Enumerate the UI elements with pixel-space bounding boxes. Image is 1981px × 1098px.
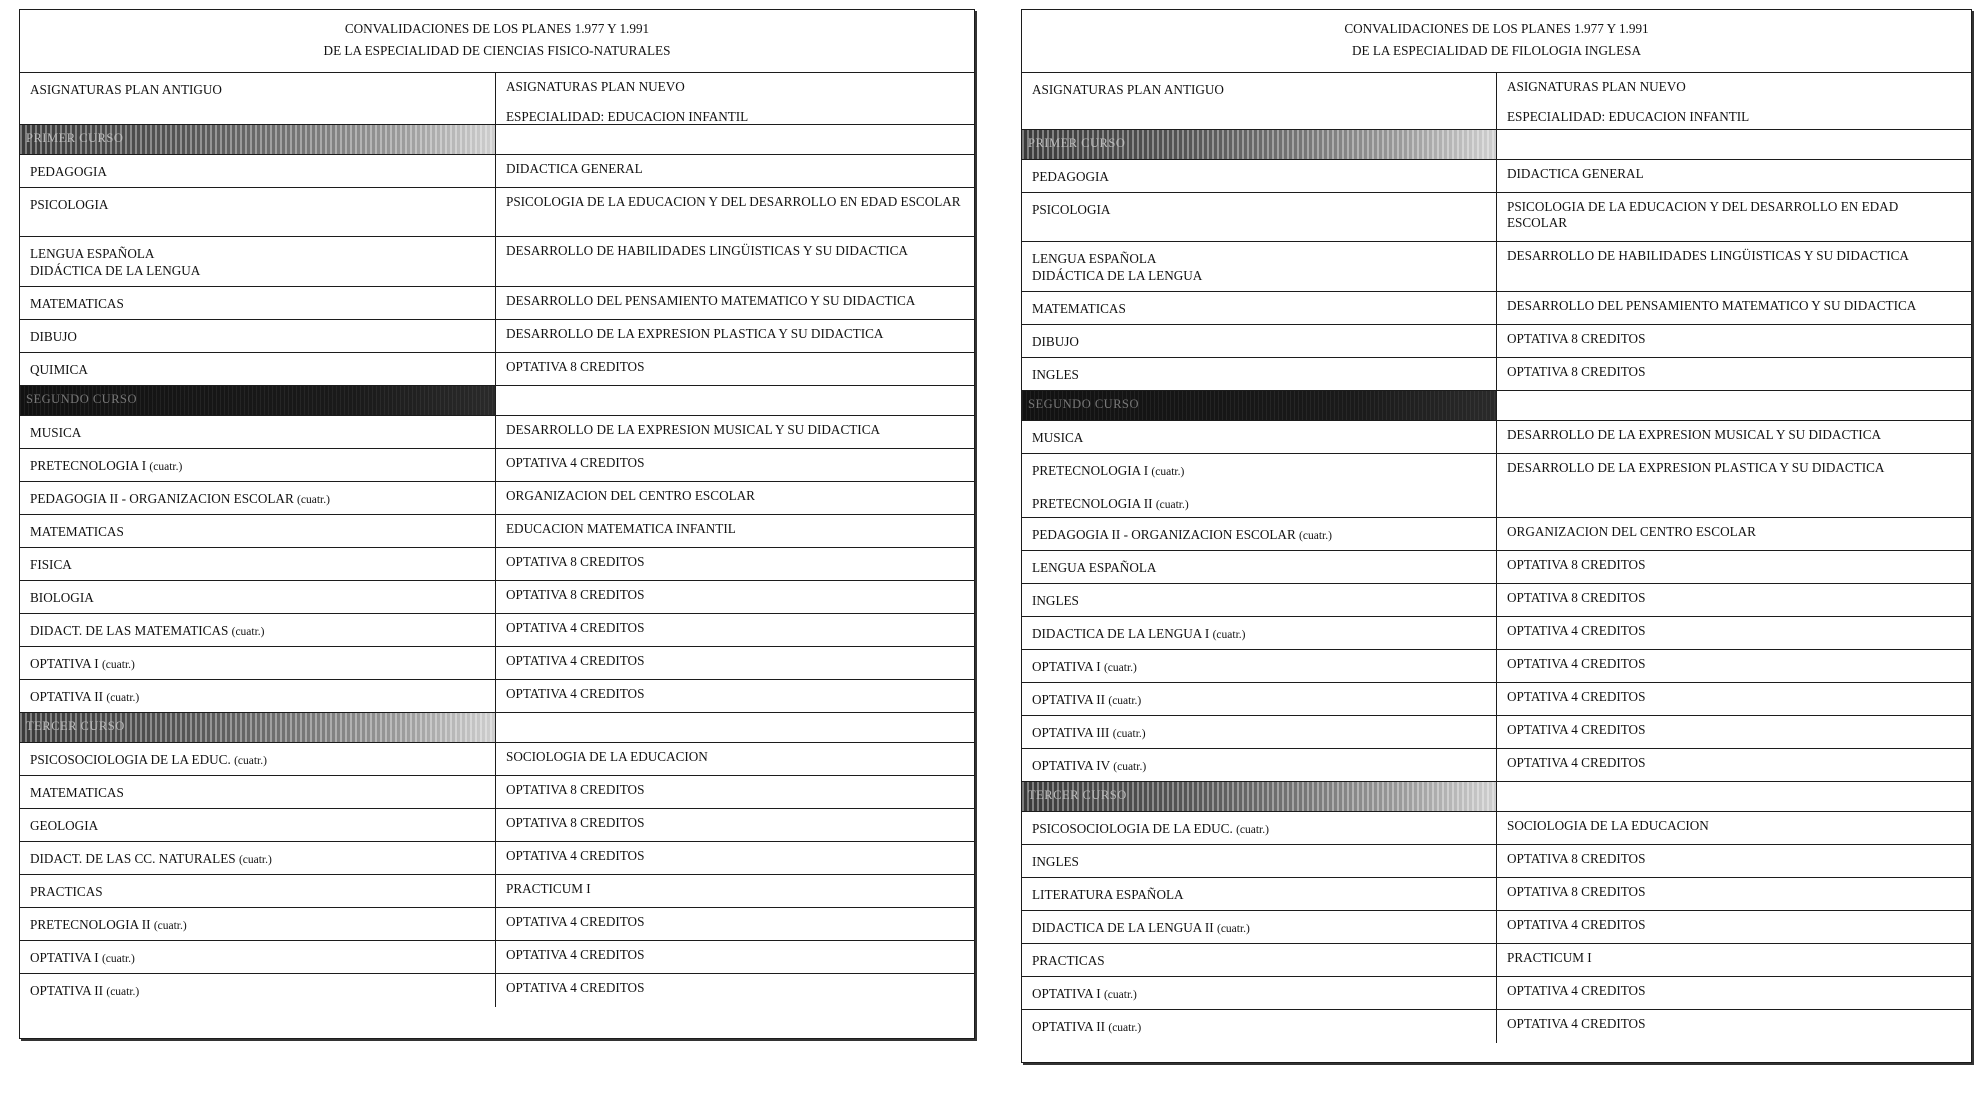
table-row [20,515,974,548]
old-subject-name: PEDAGOGIA [30,164,107,179]
old-subject [1032,691,1486,710]
new-subject: DESARROLLO DE HABILIDADES LINGÜISTICAS Y SU DIDACTICA [506,243,908,258]
new-subject: DESARROLLO DEL PENSAMIENTO MATEMATICO Y SU DIDACTICA [1507,298,1917,313]
old-subject-name: FISICA [30,557,72,572]
old-subject [30,523,485,540]
section-empty-cell [1497,130,1971,159]
table-row [20,842,974,875]
old-subject-cell [1022,617,1497,649]
old-subject [1032,168,1486,185]
table-row [1022,454,1971,518]
new-subject: PSICOLOGIA DE LA EDUCACION Y DEL DESARROLLO EN EDAD ESCOLAR [1507,199,1899,230]
old-subject-name: LENGUA ESPAÑOLA [1032,560,1157,575]
new-subject: OPTATIVA 8 CREDITOS [506,359,645,374]
cuatr-note: (cuatr.) [297,494,330,506]
table-body [20,125,974,1007]
table-row [20,809,974,842]
old-subject-cell [20,974,496,1007]
old-subject [30,163,485,180]
old-subject-cell [20,647,496,679]
old-subject-cell [20,809,496,841]
old-subject [1032,658,1486,677]
table-row [1022,518,1971,551]
cuatr-note: (cuatr.) [1108,1022,1142,1034]
new-subject: DESARROLLO DE LA EXPRESION PLASTICA Y SU DIDACTICA [1507,460,1885,475]
table-row [1022,242,1971,292]
old-subject-name: PSICOLOGIA [30,197,109,212]
old-subject-cell [1022,358,1497,390]
old-subject-cell [20,287,496,319]
old-subject-cell [1022,845,1497,877]
col-header-old: ASIGNATURAS PLAN ANTIGUO [20,73,496,124]
old-subject-cell [20,776,496,808]
old-subject [30,784,485,801]
table-row [20,320,974,353]
new-subject: SOCIOLOGIA DE LA EDUCACION [1507,818,1709,833]
old-subject [1032,952,1486,969]
old-subject-name: INGLES [1032,593,1079,608]
col-header-new-title: ASIGNATURAS PLAN NUEVO [1507,79,1686,94]
old-subject-cell [1022,518,1497,550]
new-subject: OPTATIVA 8 CREDITOS [506,587,645,602]
old-subject-cell [1022,584,1497,616]
table-row [1022,650,1971,683]
old-subject [30,196,485,213]
table-row [1022,812,1971,845]
old-subject-cell [20,941,496,973]
new-subject: OPTATIVA 4 CREDITOS [1507,656,1646,671]
old-subject [1032,886,1486,903]
old-subject-name-2: DIDÁCTICA DE LA LENGUA [30,263,201,278]
new-subject: OPTATIVA 4 CREDITOS [506,848,645,863]
section-empty-cell [1497,391,1971,420]
table-row [1022,716,1971,749]
old-subject-name: PRETECNOLOGIA II [30,917,151,932]
old-subject-name: MATEMATICAS [1032,301,1126,316]
table-row [20,941,974,974]
old-subject-cell [20,908,496,940]
cuatr-note: (cuatr.) [238,854,272,866]
old-subject-name: OPTATIVA I [30,656,99,671]
old-subject-cell [20,449,496,481]
cuatr-note: (cuatr.) [1299,530,1332,542]
old-subject [30,457,485,476]
section-header-row [20,713,974,743]
table-row [20,416,974,449]
old-subject [30,817,485,834]
old-subject [1032,592,1486,609]
cuatr-note: (cuatr.) [1103,989,1137,1001]
new-subject: OPTATIVA 8 CREDITOS [1507,590,1646,605]
table-row [20,974,974,1007]
new-subject: SOCIOLOGIA DE LA EDUCACION [506,749,708,764]
old-subject-name: QUIMICA [30,362,88,377]
table-row [20,776,974,809]
col-header-new [1497,73,1971,129]
old-subject-cell [20,581,496,613]
old-subject [1032,526,1486,545]
section-header-row [1022,782,1971,812]
old-subject [30,589,485,606]
old-subject-cell [20,353,496,385]
old-subject [1032,724,1486,743]
old-subject-cell [20,548,496,580]
old-subject [1032,985,1486,1004]
section-label: SEGUNDO CURSO [1022,391,1497,420]
old-subject-cell [1022,454,1497,517]
old-subject [30,622,485,641]
old-subject [30,328,485,345]
col-header-new-specialty: ESPECIALIDAD: EDUCACION INFANTIL [1507,109,1750,124]
new-subject: DIDACTICA GENERAL [506,161,643,176]
old-subject [30,982,485,1001]
table-row [20,875,974,908]
old-subject [30,655,485,674]
col-header-new-title: ASIGNATURAS PLAN NUEVO [506,79,685,94]
section-empty-cell [496,713,974,742]
table-title [20,10,974,73]
old-subject [30,916,485,935]
table-title [1022,10,1971,73]
table-row [1022,911,1971,944]
table-row [1022,683,1971,716]
old-subject-name: OPTATIVA I [30,950,99,965]
old-subject-name: PSICOSOCIOLOGIA DE LA EDUC. [1032,821,1233,836]
section-empty-cell [1497,782,1971,811]
old-subject-cell [20,155,496,187]
new-subject: OPTATIVA 4 CREDITOS [506,980,645,995]
table-row [1022,749,1971,782]
table-row [1022,845,1971,878]
new-subject: OPTATIVA 4 CREDITOS [1507,755,1646,770]
new-subject: OPTATIVA 4 CREDITOS [506,947,645,962]
table-row [20,237,974,287]
table-row [1022,878,1971,911]
old-subject-cell [1022,421,1497,453]
table-row [20,188,974,237]
col-header-old: ASIGNATURAS PLAN ANTIGUO [1022,73,1497,129]
new-subject: OPTATIVA 8 CREDITOS [1507,884,1646,899]
new-subject: DESARROLLO DE LA EXPRESION PLASTICA Y SU DIDACTICA [506,326,884,341]
new-subject: OPTATIVA 4 CREDITOS [506,914,645,929]
cuatr-note: (cuatr.) [101,659,135,671]
old-subject-cell [20,237,496,286]
new-subject: PRACTICUM I [506,881,591,896]
table-row [1022,617,1971,650]
old-subject-name: PRACTICAS [30,884,103,899]
old-subject-cell [1022,650,1497,682]
new-subject: OPTATIVA 4 CREDITOS [506,653,645,668]
old-subject-name: DIDACTICA DE LA LENGUA II [1032,920,1214,935]
old-subject-name: LENGUA ESPAÑOLA [30,246,155,261]
section-label: SEGUNDO CURSO [20,386,496,415]
old-subject-cell [1022,977,1497,1009]
table-row [1022,944,1971,977]
old-subject-cell [20,875,496,907]
old-subject [1032,820,1486,839]
section-header-row [20,125,974,155]
old-subject-name: GEOLOGIA [30,818,99,833]
old-subject-cell [1022,551,1497,583]
old-subject-name: MUSICA [1032,430,1084,445]
old-subject [1032,201,1486,218]
old-subject-name: OPTATIVA III [1032,725,1110,740]
cuatr-note: (cuatr.) [1113,761,1147,773]
title-line-1: CONVALIDACIONES DE LOS PLANES 1.977 Y 1.991 [344,21,650,36]
cuatr-note: (cuatr.) [101,953,135,965]
new-subject: PRACTICUM I [1507,950,1592,965]
old-subject-name: MATEMATICAS [30,785,124,800]
old-subject-name: OPTATIVA II [1032,1019,1106,1034]
new-subject: ORGANIZACION DEL CENTRO ESCOLAR [506,488,755,503]
new-subject: DIDACTICA GENERAL [1507,166,1644,181]
old-subject-cell [1022,812,1497,844]
new-subject: OPTATIVA 8 CREDITOS [1507,557,1646,572]
cuatr-note: (cuatr.) [149,461,183,473]
old-subject [30,556,485,573]
old-subject-name-2: DIDÁCTICA DE LA LENGUA [1032,268,1203,283]
old-subject-2 [1032,267,1486,284]
old-subject-name: LITERATURA ESPAÑOLA [1032,887,1184,902]
old-subject-cell [1022,749,1497,781]
old-subject-name: OPTATIVA II [30,983,104,998]
old-subject-cell [1022,716,1497,748]
table-row [20,353,974,386]
new-subject: DESARROLLO DE LA EXPRESION MUSICAL Y SU DIDACTICA [506,422,881,437]
old-subject-cell [1022,242,1497,291]
old-subject [1032,250,1486,267]
section-empty-cell [496,125,974,154]
old-subject-cell [20,515,496,547]
old-subject [1032,919,1486,938]
old-subject-name-2: PRETECNOLOGIA II [1032,496,1153,511]
table-row [1022,160,1971,193]
cuatr-note: (cuatr.) [1103,662,1137,674]
old-subject [1032,300,1486,317]
old-subject [30,688,485,707]
table-row [1022,584,1971,617]
old-subject [30,490,485,509]
old-subject [1032,1018,1486,1037]
table-row [20,614,974,647]
old-subject-cell [1022,911,1497,943]
new-subject: OPTATIVA 4 CREDITOS [506,455,645,470]
old-subject-name: OPTATIVA II [1032,692,1106,707]
cuatr-note: (cuatr.) [1151,466,1185,478]
cuatr-note: (cuatr.) [106,692,140,704]
cuatr-note: (cuatr.) [1216,923,1250,935]
table-row [1022,1010,1971,1043]
new-subject: OPTATIVA 4 CREDITOS [1507,689,1646,704]
old-subject-cell [20,416,496,448]
old-subject-cell [1022,944,1497,976]
old-subject [1032,853,1486,870]
title-line-2: DE LA ESPECIALIDAD DE CIENCIAS FISICO-NATURALES [323,43,671,58]
title-line-2: DE LA ESPECIALIDAD DE FILOLOGIA INGLESA [1351,43,1641,58]
cuatr-note: (cuatr.) [1212,629,1246,641]
old-subject-cell [20,680,496,712]
new-subject: OPTATIVA 8 CREDITOS [506,782,645,797]
new-subject: OPTATIVA 8 CREDITOS [1507,364,1646,379]
old-subject [1032,366,1486,383]
old-subject-name: MATEMATICAS [30,296,124,311]
old-subject [30,751,485,770]
old-subject-name: PRACTICAS [1032,953,1105,968]
old-subject-cell [1022,325,1497,357]
new-subject: OPTATIVA 4 CREDITOS [1507,722,1646,737]
old-subject-name: OPTATIVA I [1032,659,1101,674]
old-subject-name: PSICOLOGIA [1032,202,1111,217]
table-row [20,680,974,713]
column-header-row [20,73,974,125]
new-subject: OPTATIVA 4 CREDITOS [1507,917,1646,932]
old-subject [30,424,485,441]
new-subject: OPTATIVA 8 CREDITOS [1507,851,1646,866]
section-label: PRIMER CURSO [20,125,496,154]
col-header-new-specialty: ESPECIALIDAD: EDUCACION INFANTIL [506,109,749,124]
old-subject [1032,462,1486,481]
new-subject: PSICOLOGIA DE LA EDUCACION Y DEL DESARROLLO EN EDAD ESCOLAR [506,194,961,209]
cuatr-note: (cuatr.) [231,626,265,638]
new-subject: OPTATIVA 4 CREDITOS [506,620,645,635]
table-row [20,449,974,482]
new-subject: OPTATIVA 4 CREDITOS [1507,983,1646,998]
old-subject-name: MUSICA [30,425,82,440]
old-subject [1032,333,1486,350]
old-subject [30,850,485,869]
table-row [20,908,974,941]
old-subject-cell [20,482,496,514]
old-subject-cell [1022,878,1497,910]
old-subject-name: DIBUJO [1032,334,1079,349]
table-row [1022,358,1971,391]
table-row [1022,977,1971,1010]
col-header-new [496,73,974,124]
old-subject-name: PRETECNOLOGIA I [1032,463,1149,478]
old-subject-2 [30,262,485,279]
new-subject: OPTATIVA 4 CREDITOS [1507,1016,1646,1031]
old-subject-name: PEDAGOGIA [1032,169,1109,184]
old-subject-name: PEDAGOGIA II - ORGANIZACION ESCOLAR [1032,527,1296,542]
old-subject-cell [1022,160,1497,192]
convalidation-table-ciencias [19,9,975,1039]
table-row [20,647,974,680]
old-subject-name: BIOLOGIA [30,590,94,605]
old-subject [30,245,485,262]
old-subject [30,883,485,900]
section-empty-cell [496,386,974,415]
new-subject: OPTATIVA 8 CREDITOS [1507,331,1646,346]
old-subject [1032,757,1486,776]
cuatr-note: (cuatr.) [234,755,267,767]
old-subject-name: OPTATIVA IV [1032,758,1110,773]
section-header-row [1022,130,1971,160]
old-subject-name: INGLES [1032,367,1079,382]
old-subject-cell [20,188,496,236]
old-subject [1032,625,1486,644]
cuatr-note: (cuatr.) [1108,695,1142,707]
old-subject-cell [1022,292,1497,324]
new-subject: DESARROLLO DEL PENSAMIENTO MATEMATICO Y SU DIDACTICA [506,293,916,308]
table-row [1022,421,1971,454]
cuatr-note: (cuatr.) [153,920,187,932]
old-subject-cell [20,842,496,874]
new-subject: DESARROLLO DE LA EXPRESION MUSICAL Y SU DIDACTICA [1507,427,1882,442]
table-row [20,743,974,776]
table-row [1022,193,1971,242]
convalidation-table-filologia [1021,9,1972,1063]
table-row [20,581,974,614]
new-subject: OPTATIVA 8 CREDITOS [506,554,645,569]
old-subject-cell [1022,193,1497,241]
old-subject [1032,429,1486,446]
old-subject-name: PEDAGOGIA II - ORGANIZACION ESCOLAR [30,491,294,506]
table-row [20,482,974,515]
old-subject-cell [20,743,496,775]
section-header-row [20,386,974,416]
cuatr-note: (cuatr.) [1236,824,1269,836]
new-subject: OPTATIVA 4 CREDITOS [506,686,645,701]
old-subject-name: DIDACTICA DE LA LENGUA I [1032,626,1210,641]
title-line-1: CONVALIDACIONES DE LOS PLANES 1.977 Y 1.991 [1344,21,1649,36]
old-subject-name: PSICOSOCIOLOGIA DE LA EDUC. [30,752,231,767]
new-subject: DESARROLLO DE HABILIDADES LINGÜISTICAS Y SU DIDACTICA [1507,248,1909,263]
old-subject-name: DIDACT. DE LAS MATEMATICAS [30,623,229,638]
table-row [20,548,974,581]
old-subject-cell [1022,1010,1497,1043]
section-label: TERCER CURSO [1022,782,1497,811]
section-header-row [1022,391,1971,421]
old-subject-name: LENGUA ESPAÑOLA [1032,251,1157,266]
new-subject: EDUCACION MATEMATICA INFANTIL [506,521,736,536]
old-subject-2 [1032,495,1486,514]
old-subject [30,361,485,378]
table-body [1022,130,1971,1043]
table-row [1022,292,1971,325]
column-header-row [1022,73,1971,130]
old-subject-name: MATEMATICAS [30,524,124,539]
section-label: PRIMER CURSO [1022,130,1497,159]
new-subject: OPTATIVA 4 CREDITOS [1507,623,1646,638]
old-subject-name: DIBUJO [30,329,77,344]
old-subject [30,949,485,968]
section-label: TERCER CURSO [20,713,496,742]
old-subject-name: INGLES [1032,854,1079,869]
old-subject-name: DIDACT. DE LAS CC. NATURALES [30,851,236,866]
cuatr-note: (cuatr.) [106,986,140,998]
new-subject: ORGANIZACION DEL CENTRO ESCOLAR [1507,524,1756,539]
cuatr-note: (cuatr.) [1155,499,1189,511]
table-row [20,287,974,320]
old-subject-cell [1022,683,1497,715]
new-subject: OPTATIVA 8 CREDITOS [506,815,645,830]
cuatr-note: (cuatr.) [1112,728,1146,740]
table-row [1022,551,1971,584]
table-row [1022,325,1971,358]
old-subject-cell [20,614,496,646]
old-subject [30,295,485,312]
old-subject-cell [20,320,496,352]
old-subject-name: OPTATIVA II [30,689,104,704]
table-row [20,155,974,188]
old-subject-name: PRETECNOLOGIA I [30,458,147,473]
old-subject [1032,559,1486,576]
old-subject-name: OPTATIVA I [1032,986,1101,1001]
